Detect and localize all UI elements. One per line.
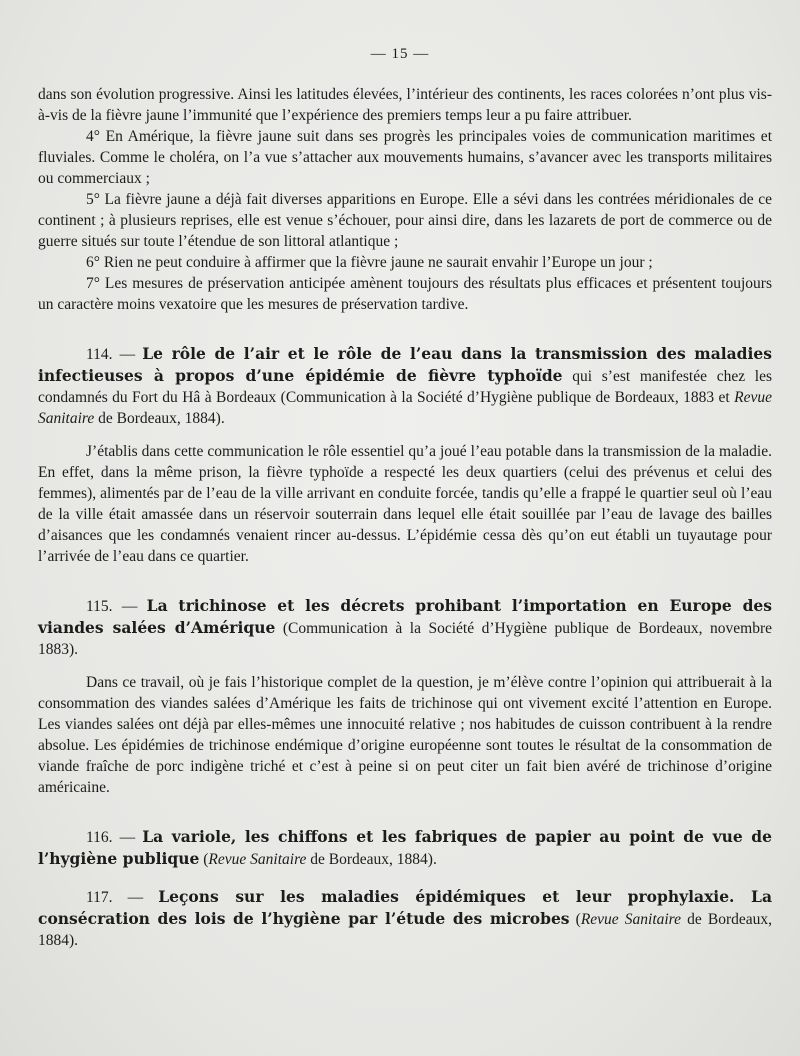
entry-114-journal: Revue Sanitaire	[38, 389, 772, 427]
entry-115-heading	[38, 595, 772, 660]
entry-114-number: 114. —	[86, 346, 136, 363]
intro-paragraph: dans son évolution progressive. Ainsi les latitudes élevées, l’intérieur des continents, les races colorées n’ont plus vis-à-vis de la fièvre jaune l’immunité que l’expérience des premiers temps leur a pu faire attribuer.	[38, 86, 772, 124]
entry-116-journal: Revue Sanitaire	[208, 851, 307, 868]
entry-114-reference: qui s’est manifestée chez les condamnés du Fort du Hâ à Bordeaux (Communication à la Société d’Hygiène publique de Bordeaux, 1883 et	[38, 368, 772, 406]
entry-114-reference-end: de Bordeaux, 1884).	[94, 410, 225, 427]
entry-114-heading	[38, 343, 772, 429]
entry-117-number: 117. —	[86, 889, 144, 906]
list-item-6: 6° Rien ne peut conduire à affirmer que la fièvre jaune ne saurait envahir l’Europe un jour ;	[86, 254, 653, 271]
entry-117-reference: (	[569, 911, 581, 928]
entry-117-heading	[38, 886, 772, 951]
entry-117-journal: Revue Sanitaire	[580, 911, 682, 928]
list-item-7: 7° Les mesures de préservation anticipée amènent toujours des résultats plus efficaces et présentent toujours un caractère moins vexatoire que les mesures de préservation tardive.	[38, 275, 772, 313]
entry-114-title: Le rôle de l’air et le rôle de l’eau dans la transmission des maladies infectieuses à propos d’une épidémie de fièvre typhoïde	[38, 344, 772, 385]
entry-116-number: 116. —	[86, 829, 136, 846]
entry-116-title: La variole, les chiffons et les fabriques de papier au point de vue de l’hygiène publique	[38, 827, 773, 868]
entry-114-body: J’établis dans cette communication le rôle essentiel qu’a joué l’eau potable dans la transmission de la maladie. En effet, dans la même prison, la fièvre typhoïde a respecté les deux quartiers (celui des prévenus et celui des femmes), alimentés par de l’eau de la ville arrivant en conduite forcée, tandis qu’elle a frappé le quartier seul où l’eau de la ville était amassée dans un réservoir souterrain dans lequel elle était souillée par l’eau de lavage des bailles d’aisances que les condamnés venaient rincer au-dessus. L’épidémie cessa dès qu’on eut établi un tuyautage pour l’arrivée de l’eau dans ce quartier.	[38, 443, 772, 565]
page-number: — 15 —	[370, 46, 430, 62]
entry-115-title: La trichinose et les décrets prohibant l’importation en Europe des viandes salées d’Amérique	[38, 596, 772, 637]
entry-116-reference-end: de Bordeaux, 1884).	[306, 851, 437, 868]
entry-115-body: Dans ce travail, où je fais l’historique complet de la question, je m’élève contre l’opinion qui attribuerait à la consommation des viandes salées d’Amérique les faits de trichinose qui ont vivement excité l’attention en Europe. Les viandes salées ont déjà par elles-mêmes une innocuité relative ; nos habitudes de cuisson contribuent à la rendre absolue. Les épidémies de trichinose endémique d’origine européenne sont toutes le résultat de la consommation de viande fraîche de porc indigène triché et c’est à peine si on peut citer un fait bien avéré de trichinose d’origine américaine.	[38, 674, 772, 796]
list-item-4: 4° En Amérique, la fièvre jaune suit dans ses progrès les principales voies de communication maritimes et fluviales. Comme le choléra, on l’a vue s’attacher aux mouvements humains, s’avancer avec les transports militaires ou commerciaux ;	[38, 128, 772, 187]
list-item-5: 5° La fièvre jaune a déjà fait diverses apparitions en Europe. Elle a sévi dans les contrées méridionales de ce continent ; à plusieurs reprises, elle est venue s’échouer, pour ainsi dire, dans les lazarets de port de commerce ou de guerre situés sur toute l’étendue de son littoral atlantique ;	[38, 191, 772, 250]
entry-116-reference: (	[199, 851, 209, 868]
entry-115-reference: (Communication à la Société d’Hygiène publique de Bordeaux, novembre 1883).	[38, 620, 773, 658]
entry-117-title: Leçons sur les maladies épidémiques et leur prophylaxie. La consécration des lois de l’hygiène par l’étude des microbes	[38, 887, 772, 928]
entry-115-number: 115. —	[86, 598, 138, 615]
page-body	[38, 84, 772, 951]
entry-116-heading	[38, 826, 772, 870]
entry-117-reference-end: de Bordeaux, 1884).	[38, 911, 772, 949]
